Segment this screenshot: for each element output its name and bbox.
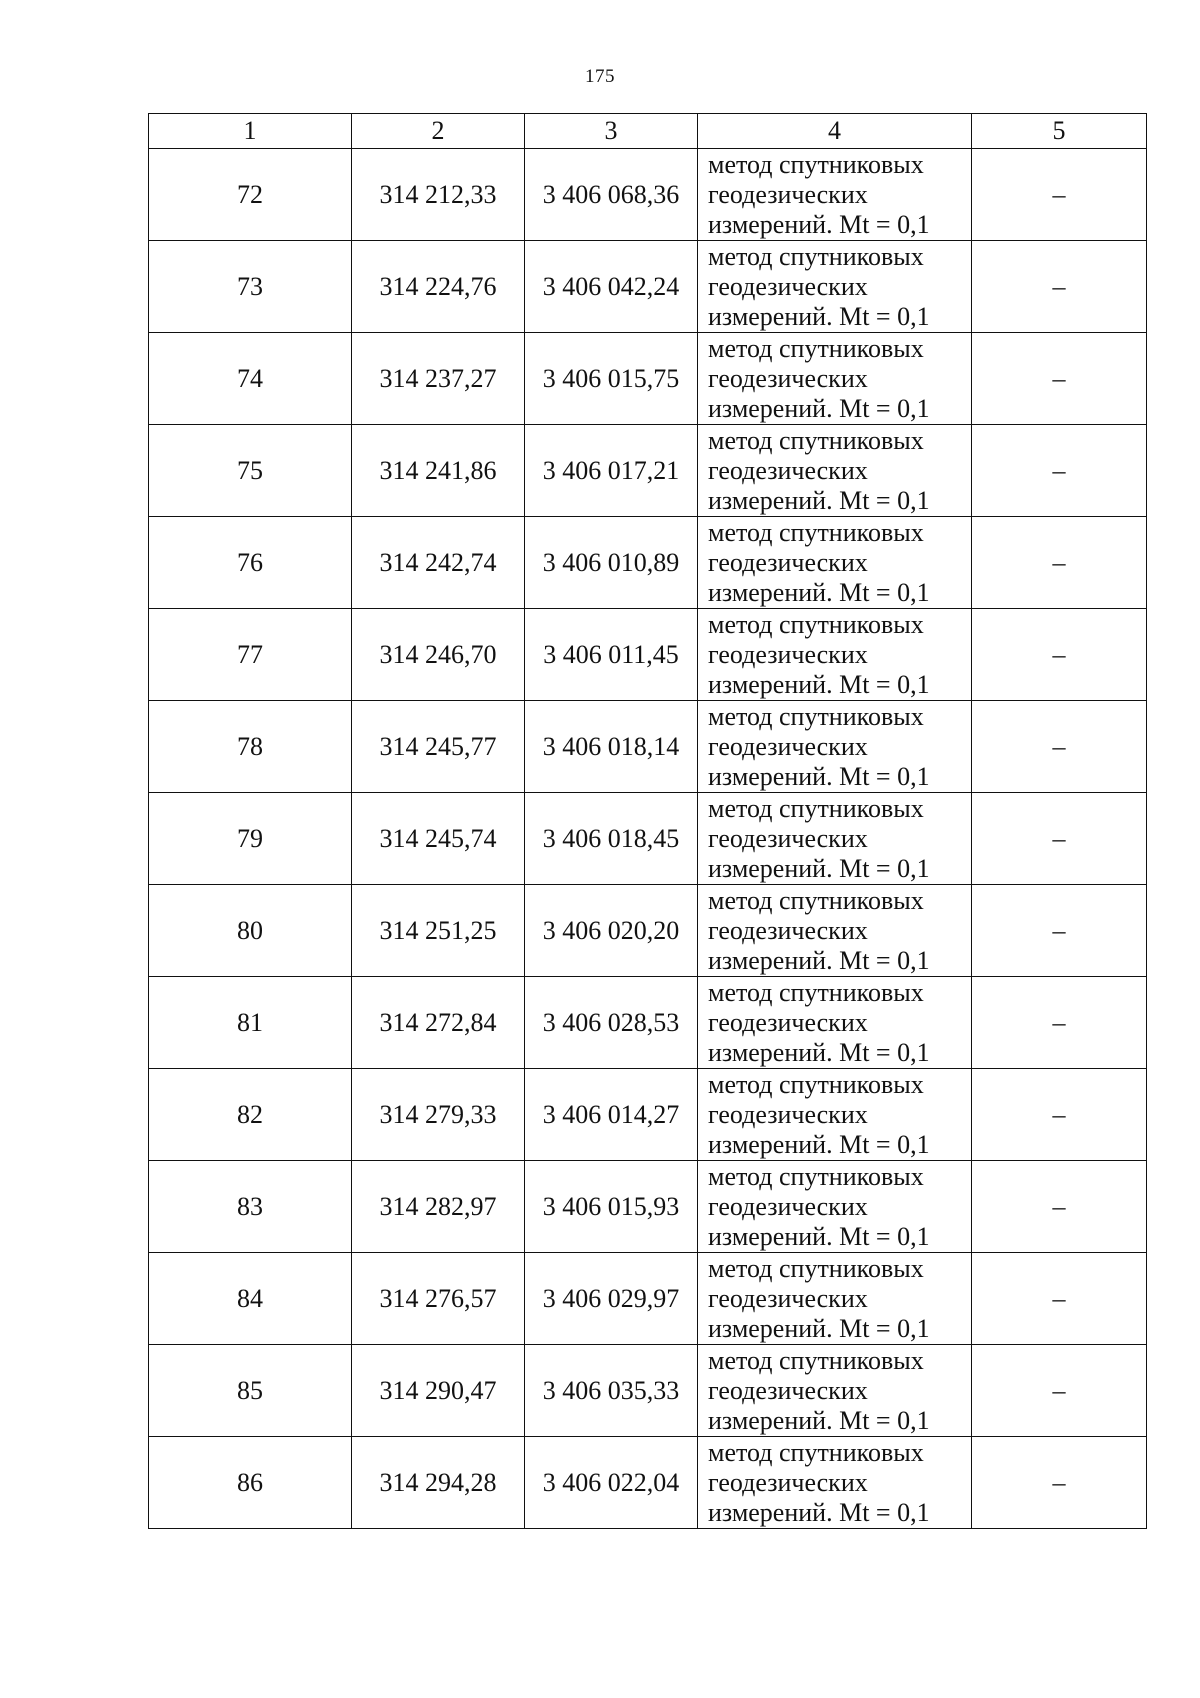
column-header-3: 3 xyxy=(525,114,698,149)
method-line: измерений. Mt = 0,1 xyxy=(708,945,930,975)
method-line: метод спутниковых xyxy=(708,517,924,547)
method-line: геодезических xyxy=(708,455,868,485)
y-coordinate-cell: 3 406 017,21 xyxy=(525,425,698,517)
method-line: геодезических xyxy=(708,639,868,669)
y-coordinate-cell: 3 406 011,45 xyxy=(525,609,698,701)
method-line: метод спутниковых xyxy=(708,1253,924,1283)
point-number-cell: 85 xyxy=(149,1345,352,1437)
method-line: геодезических xyxy=(708,915,868,945)
page-number: 175 xyxy=(585,66,615,87)
note-cell: – xyxy=(972,425,1147,517)
method-line: геодезических xyxy=(708,1099,868,1129)
table-row xyxy=(149,425,1147,517)
method-cell xyxy=(698,1069,972,1161)
table-row xyxy=(149,885,1147,977)
method-cell xyxy=(698,1161,972,1253)
x-coordinate-cell: 314 245,77 xyxy=(352,701,525,793)
y-coordinate-cell: 3 406 014,27 xyxy=(525,1069,698,1161)
note-cell: – xyxy=(972,241,1147,333)
method-line: измерений. Mt = 0,1 xyxy=(708,669,930,699)
table-body xyxy=(149,149,1147,1529)
method-line: измерений. Mt = 0,1 xyxy=(708,1405,930,1435)
note-cell: – xyxy=(972,1345,1147,1437)
x-coordinate-cell: 314 290,47 xyxy=(352,1345,525,1437)
x-coordinate-cell: 314 212,33 xyxy=(352,149,525,241)
method-line: геодезических xyxy=(708,179,868,209)
method-cell xyxy=(698,1345,972,1437)
note-cell: – xyxy=(972,1161,1147,1253)
table-row xyxy=(149,977,1147,1069)
method-line: измерений. Mt = 0,1 xyxy=(708,853,930,883)
method-line: геодезических xyxy=(708,363,868,393)
note-cell: – xyxy=(972,793,1147,885)
x-coordinate-cell: 314 241,86 xyxy=(352,425,525,517)
method-line: измерений. Mt = 0,1 xyxy=(708,1497,930,1527)
method-cell xyxy=(698,885,972,977)
point-number-cell: 78 xyxy=(149,701,352,793)
note-cell: – xyxy=(972,885,1147,977)
x-coordinate-cell: 314 245,74 xyxy=(352,793,525,885)
method-line: метод спутниковых xyxy=(708,241,924,271)
method-line: геодезических xyxy=(708,1375,868,1405)
method-line: измерений. Mt = 0,1 xyxy=(708,1037,930,1067)
method-line: метод спутниковых xyxy=(708,609,924,639)
column-header-2: 2 xyxy=(352,114,525,149)
method-line: метод спутниковых xyxy=(708,793,924,823)
table-row xyxy=(149,149,1147,241)
method-line: метод спутниковых xyxy=(708,1069,924,1099)
table-row xyxy=(149,793,1147,885)
table-row xyxy=(149,1161,1147,1253)
point-number-cell: 76 xyxy=(149,517,352,609)
method-line: измерений. Mt = 0,1 xyxy=(708,485,930,515)
y-coordinate-cell: 3 406 035,33 xyxy=(525,1345,698,1437)
y-coordinate-cell: 3 406 068,36 xyxy=(525,149,698,241)
x-coordinate-cell: 314 279,33 xyxy=(352,1069,525,1161)
y-coordinate-cell: 3 406 015,93 xyxy=(525,1161,698,1253)
method-cell xyxy=(698,241,972,333)
method-line: измерений. Mt = 0,1 xyxy=(708,1221,930,1251)
y-coordinate-cell: 3 406 018,45 xyxy=(525,793,698,885)
y-coordinate-cell: 3 406 022,04 xyxy=(525,1437,698,1529)
method-cell xyxy=(698,793,972,885)
table-row xyxy=(149,1437,1147,1529)
method-line: геодезических xyxy=(708,1283,868,1313)
method-line: метод спутниковых xyxy=(708,977,924,1007)
y-coordinate-cell: 3 406 028,53 xyxy=(525,977,698,1069)
method-line: измерений. Mt = 0,1 xyxy=(708,301,930,331)
point-number-cell: 86 xyxy=(149,1437,352,1529)
method-line: метод спутниковых xyxy=(708,149,924,179)
method-line: метод спутниковых xyxy=(708,1161,924,1191)
table-row xyxy=(149,333,1147,425)
point-number-cell: 77 xyxy=(149,609,352,701)
point-number-cell: 73 xyxy=(149,241,352,333)
note-cell: – xyxy=(972,1253,1147,1345)
point-number-cell: 84 xyxy=(149,1253,352,1345)
point-number-cell: 80 xyxy=(149,885,352,977)
method-cell xyxy=(698,149,972,241)
table-row xyxy=(149,1069,1147,1161)
y-coordinate-cell: 3 406 018,14 xyxy=(525,701,698,793)
method-line: геодезических xyxy=(708,1007,868,1037)
table-row xyxy=(149,1253,1147,1345)
table-row xyxy=(149,517,1147,609)
method-cell xyxy=(698,517,972,609)
method-line: геодезических xyxy=(708,547,868,577)
method-cell xyxy=(698,609,972,701)
note-cell: – xyxy=(972,149,1147,241)
x-coordinate-cell: 314 237,27 xyxy=(352,333,525,425)
method-line: метод спутниковых xyxy=(708,425,924,455)
note-cell: – xyxy=(972,701,1147,793)
y-coordinate-cell: 3 406 020,20 xyxy=(525,885,698,977)
note-cell: – xyxy=(972,977,1147,1069)
x-coordinate-cell: 314 246,70 xyxy=(352,609,525,701)
y-coordinate-cell: 3 406 010,89 xyxy=(525,517,698,609)
method-line: метод спутниковых xyxy=(708,701,924,731)
note-cell: – xyxy=(972,517,1147,609)
x-coordinate-cell: 314 272,84 xyxy=(352,977,525,1069)
table-row xyxy=(149,701,1147,793)
point-number-cell: 82 xyxy=(149,1069,352,1161)
note-cell: – xyxy=(972,1437,1147,1529)
method-cell xyxy=(698,333,972,425)
method-line: метод спутниковых xyxy=(708,885,924,915)
method-line: измерений. Mt = 0,1 xyxy=(708,393,930,423)
method-line: геодезических xyxy=(708,823,868,853)
column-header-1: 1 xyxy=(149,114,352,149)
method-line: измерений. Mt = 0,1 xyxy=(708,1313,930,1343)
point-number-cell: 81 xyxy=(149,977,352,1069)
point-number-cell: 79 xyxy=(149,793,352,885)
x-coordinate-cell: 314 242,74 xyxy=(352,517,525,609)
method-line: измерений. Mt = 0,1 xyxy=(708,1129,930,1159)
method-line: геодезических xyxy=(708,1191,868,1221)
x-coordinate-cell: 314 276,57 xyxy=(352,1253,525,1345)
table-row xyxy=(149,1345,1147,1437)
method-line: метод спутниковых xyxy=(708,1437,924,1467)
header-row xyxy=(149,114,1147,149)
table-row xyxy=(149,241,1147,333)
note-cell: – xyxy=(972,1069,1147,1161)
point-number-cell: 83 xyxy=(149,1161,352,1253)
method-line: измерений. Mt = 0,1 xyxy=(708,209,930,239)
method-cell xyxy=(698,977,972,1069)
note-cell: – xyxy=(972,333,1147,425)
note-cell: – xyxy=(972,609,1147,701)
y-coordinate-cell: 3 406 029,97 xyxy=(525,1253,698,1345)
x-coordinate-cell: 314 294,28 xyxy=(352,1437,525,1529)
method-line: геодезических xyxy=(708,271,868,301)
method-line: измерений. Mt = 0,1 xyxy=(708,577,930,607)
method-line: метод спутниковых xyxy=(708,333,924,363)
x-coordinate-cell: 314 251,25 xyxy=(352,885,525,977)
method-line: метод спутниковых xyxy=(708,1345,924,1375)
column-header-4: 4 xyxy=(698,114,972,149)
method-cell xyxy=(698,1437,972,1529)
x-coordinate-cell: 314 282,97 xyxy=(352,1161,525,1253)
coordinates-table xyxy=(148,113,1147,1529)
x-coordinate-cell: 314 224,76 xyxy=(352,241,525,333)
method-line: геодезических xyxy=(708,731,868,761)
point-number-cell: 75 xyxy=(149,425,352,517)
point-number-cell: 72 xyxy=(149,149,352,241)
method-cell xyxy=(698,701,972,793)
method-cell xyxy=(698,1253,972,1345)
table-row xyxy=(149,609,1147,701)
column-header-5: 5 xyxy=(972,114,1147,149)
method-line: геодезических xyxy=(708,1467,868,1497)
method-line: измерений. Mt = 0,1 xyxy=(708,761,930,791)
point-number-cell: 74 xyxy=(149,333,352,425)
method-cell xyxy=(698,425,972,517)
y-coordinate-cell: 3 406 015,75 xyxy=(525,333,698,425)
y-coordinate-cell: 3 406 042,24 xyxy=(525,241,698,333)
